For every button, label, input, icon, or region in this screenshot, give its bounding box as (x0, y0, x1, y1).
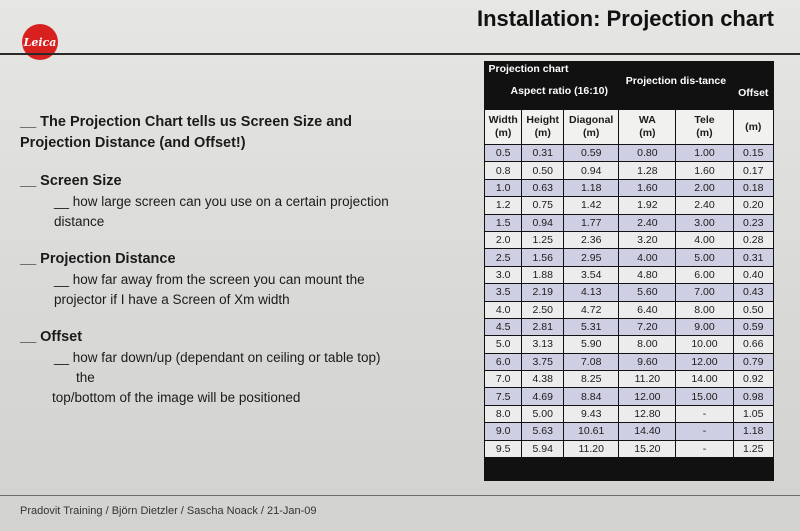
table-row (485, 336, 774, 353)
table-cell: 0.31 (522, 145, 564, 162)
table-cell: 15.20 (619, 440, 676, 457)
table-cell: 0.66 (733, 336, 773, 353)
bullet-sub-cont: the (76, 370, 95, 385)
table-cell: 4.72 (564, 301, 619, 318)
column-header (619, 110, 676, 145)
table-cell: 1.5 (485, 214, 522, 231)
table-cell: 2.0 (485, 231, 522, 248)
table-cell: 1.18 (564, 179, 619, 196)
column-header-row (485, 110, 774, 145)
table-cell: 5.00 (522, 405, 564, 422)
table-cell: 7.5 (485, 388, 522, 405)
table-cell: 2.36 (564, 231, 619, 248)
column-header (522, 110, 564, 145)
table-cell: 7.00 (676, 284, 733, 301)
projection-chart-table (484, 61, 774, 458)
table-cell: 9.0 (485, 423, 522, 440)
table-cell: 1.2 (485, 197, 522, 214)
table-cell: 4.00 (619, 249, 676, 266)
table-cell: 0.40 (733, 266, 773, 283)
table-cell: 1.92 (619, 197, 676, 214)
table-cell: 1.60 (619, 179, 676, 196)
column-name: Diagonal (569, 114, 614, 126)
table-cell: 5.31 (564, 318, 619, 335)
bullet-sub: __ how far down/up (dependant on ceiling or table top) (54, 350, 381, 365)
table-cell: 0.31 (733, 249, 773, 266)
table-cell: 3.13 (522, 336, 564, 353)
table-title: Projection chart (488, 63, 569, 75)
column-header (485, 110, 522, 145)
table-cell: 4.69 (522, 388, 564, 405)
table-cell: 7.08 (564, 353, 619, 370)
table-cell: 1.18 (733, 423, 773, 440)
column-header (564, 110, 619, 145)
title-divider (0, 53, 800, 55)
table-cell: 0.63 (522, 179, 564, 196)
table-cell: 4.5 (485, 318, 522, 335)
table-cell: 2.81 (522, 318, 564, 335)
table-row (485, 353, 774, 370)
bullet-heading: __ The Projection Chart tells us Screen Size and (20, 114, 352, 130)
table-cell: - (676, 405, 733, 422)
column-unit: (m) (583, 127, 600, 139)
table-cell: 8.0 (485, 405, 522, 422)
offset-header: Offset (738, 87, 769, 99)
bullet-sub: __ how large screen can you use on a certain projection (54, 194, 389, 209)
table-row (485, 145, 774, 162)
table-cell: 0.79 (733, 353, 773, 370)
table-cell: - (676, 440, 733, 457)
table-cell: 5.00 (676, 249, 733, 266)
bullet-sub-cont: projector if I have a Screen of Xm width (54, 292, 290, 307)
table-cell: 11.20 (564, 440, 619, 457)
table-cell: 2.40 (676, 197, 733, 214)
table-row (485, 423, 774, 440)
table-cell: 0.43 (733, 284, 773, 301)
table-cell: 8.00 (676, 301, 733, 318)
table-cell: 8.00 (619, 336, 676, 353)
table-cell: 4.13 (564, 284, 619, 301)
table-cell: 0.59 (733, 318, 773, 335)
bullet-sub-cont: distance (54, 214, 105, 229)
table-cell: 6.40 (619, 301, 676, 318)
table-cell: 0.94 (564, 162, 619, 179)
table-cell: 1.42 (564, 197, 619, 214)
table-cell: 1.77 (564, 214, 619, 231)
table-cell: 3.5 (485, 284, 522, 301)
table-row (485, 214, 774, 231)
projection-table (484, 61, 774, 481)
table-cell: 1.28 (619, 162, 676, 179)
table-cell: 4.80 (619, 266, 676, 283)
table-cell: 14.40 (619, 423, 676, 440)
table-cell: 0.50 (733, 301, 773, 318)
table-row (485, 405, 774, 422)
table-cell: 5.94 (522, 440, 564, 457)
leica-logo: Leica (22, 24, 58, 60)
table-cell: 0.92 (733, 371, 773, 388)
table-cell: 2.50 (522, 301, 564, 318)
column-unit: (m) (696, 127, 713, 139)
table-cell: 3.00 (676, 214, 733, 231)
table-cell: 6.00 (676, 266, 733, 283)
table-row (485, 284, 774, 301)
table-header-row (485, 61, 774, 110)
table-cell: 5.90 (564, 336, 619, 353)
table-row (485, 371, 774, 388)
column-unit: (m) (495, 127, 512, 139)
table-cell: 7.0 (485, 371, 522, 388)
column-header (676, 110, 733, 145)
table-row (485, 249, 774, 266)
table-cell: 12.00 (619, 388, 676, 405)
table-cell: 1.00 (676, 145, 733, 162)
table-cell: 0.94 (522, 214, 564, 231)
table-cell: 5.60 (619, 284, 676, 301)
table-cell: 0.28 (733, 231, 773, 248)
table-cell: 2.5 (485, 249, 522, 266)
table-cell: 4.0 (485, 301, 522, 318)
table-cell: 0.20 (733, 197, 773, 214)
bullet-heading: __ Screen Size (20, 173, 122, 189)
table-row (485, 440, 774, 457)
table-cell: 0.18 (733, 179, 773, 196)
table-cell: 1.56 (522, 249, 564, 266)
column-name: Width (488, 114, 518, 126)
column-name: WA (638, 114, 656, 126)
table-cell: 1.60 (676, 162, 733, 179)
table-cell: 9.43 (564, 405, 619, 422)
table-row (485, 266, 774, 283)
column-unit: (m) (639, 127, 656, 139)
table-title-cell (485, 61, 619, 110)
table-row (485, 388, 774, 405)
table-cell: 1.25 (522, 231, 564, 248)
table-cell: 10.00 (676, 336, 733, 353)
bullet-sub: __ how far away from the screen you can mount the (54, 272, 365, 287)
table-cell: 0.80 (619, 145, 676, 162)
table-cell: 15.00 (676, 388, 733, 405)
table-cell: 11.20 (619, 371, 676, 388)
table-cell: 9.00 (676, 318, 733, 335)
aspect-ratio-label: Aspect ratio (16:10) (510, 85, 608, 97)
table-cell: 3.0 (485, 266, 522, 283)
table-cell: 0.15 (733, 145, 773, 162)
table-cell: - (676, 423, 733, 440)
table-body (485, 145, 774, 458)
table-cell: 2.95 (564, 249, 619, 266)
footer-text: Pradovit Training / Björn Dietzler / Sascha Noack / 21-Jan-09 (20, 505, 317, 517)
table-cell: 1.0 (485, 179, 522, 196)
table-cell: 7.20 (619, 318, 676, 335)
table-cell: 0.75 (522, 197, 564, 214)
bullet-heading: __ Projection Distance (20, 251, 176, 267)
table-cell: 9.60 (619, 353, 676, 370)
column-header (733, 110, 773, 145)
table-cell: 14.00 (676, 371, 733, 388)
column-unit: (m) (745, 120, 762, 133)
table-cell: 0.50 (522, 162, 564, 179)
bullet-list (20, 112, 480, 408)
table-cell: 5.63 (522, 423, 564, 440)
table-cell: 2.00 (676, 179, 733, 196)
footer-divider (0, 495, 800, 496)
table-cell: 8.25 (564, 371, 619, 388)
column-name: Tele (694, 114, 715, 126)
table-row (485, 197, 774, 214)
table-cell: 0.59 (564, 145, 619, 162)
table-row (485, 179, 774, 196)
bullet-heading-cont: Projection Distance (and Offset!) (20, 135, 246, 151)
table-cell: 2.19 (522, 284, 564, 301)
table-cell: 8.84 (564, 388, 619, 405)
table-cell: 1.88 (522, 266, 564, 283)
table-cell: 12.00 (676, 353, 733, 370)
bullet-heading: __ Offset (20, 329, 83, 345)
table-row (485, 301, 774, 318)
slide-title: Installation: Projection chart (476, 6, 774, 31)
table-cell: 4.00 (676, 231, 733, 248)
table-row (485, 318, 774, 335)
table-row (485, 231, 774, 248)
table-cell: 0.5 (485, 145, 522, 162)
column-name: Height (526, 114, 560, 126)
table-cell: 0.17 (733, 162, 773, 179)
table-cell: 1.05 (733, 405, 773, 422)
column-unit: (m) (534, 127, 551, 139)
table-cell: 0.23 (733, 214, 773, 231)
bullet-sub-cont2: top/bottom of the image will be positioned (52, 390, 301, 405)
table-cell: 1.25 (733, 440, 773, 457)
projection-distance-header: Projection dis-tance (625, 75, 727, 87)
table-cell: 3.75 (522, 353, 564, 370)
table-cell: 0.8 (485, 162, 522, 179)
table-cell: 9.5 (485, 440, 522, 457)
table-row (485, 162, 774, 179)
table-cell: 2.40 (619, 214, 676, 231)
table-cell: 10.61 (564, 423, 619, 440)
table-cell: 0.98 (733, 388, 773, 405)
table-cell: 4.38 (522, 371, 564, 388)
table-cell: 3.54 (564, 266, 619, 283)
table-cell: 12.80 (619, 405, 676, 422)
table-cell: 5.0 (485, 336, 522, 353)
table-cell: 3.20 (619, 231, 676, 248)
table-cell: 6.0 (485, 353, 522, 370)
